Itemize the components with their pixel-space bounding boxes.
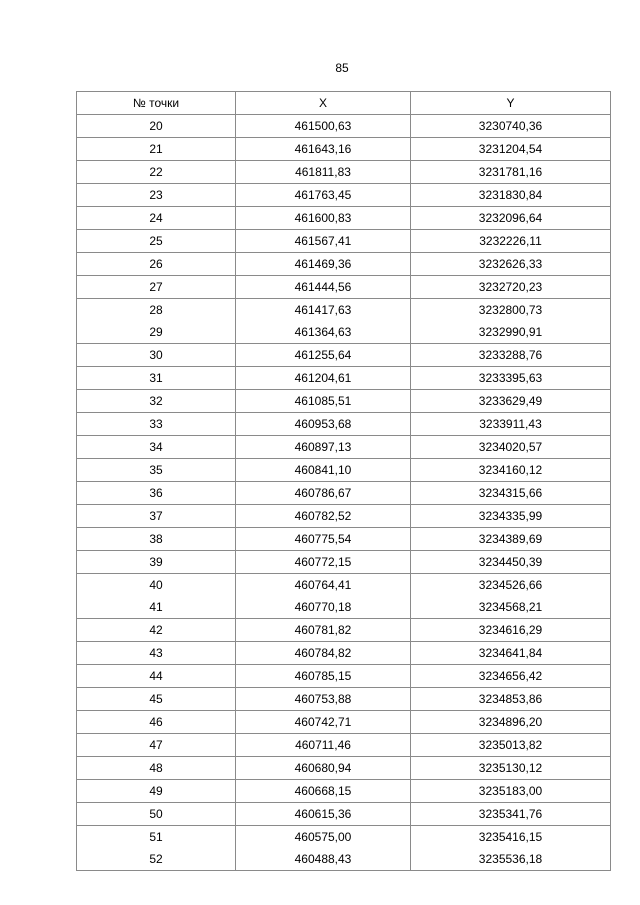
cell-point-number: 31 <box>77 367 236 390</box>
cell-y: 3234568,21 <box>411 596 611 619</box>
cell-y: 3231204,54 <box>411 138 611 161</box>
cell-x: 460742,71 <box>236 711 411 734</box>
cell-x: 461364,63 <box>236 321 411 344</box>
cell-x: 461444,56 <box>236 276 411 299</box>
cell-x: 461085,51 <box>236 390 411 413</box>
cell-y: 3234315,66 <box>411 482 611 505</box>
cell-x: 460841,10 <box>236 459 411 482</box>
table-row <box>77 574 611 597</box>
cell-point-number: 49 <box>77 780 236 803</box>
cell-point-number: 41 <box>77 596 236 619</box>
cell-y: 3232720,23 <box>411 276 611 299</box>
table-row <box>77 757 611 780</box>
cell-y: 3233911,43 <box>411 413 611 436</box>
table-row <box>77 848 611 871</box>
cell-x: 460775,54 <box>236 528 411 551</box>
cell-point-number: 48 <box>77 757 236 780</box>
cell-x: 460488,43 <box>236 848 411 871</box>
cell-x: 461500,63 <box>236 115 411 138</box>
cell-y: 3232800,73 <box>411 299 611 322</box>
cell-point-number: 29 <box>77 321 236 344</box>
table-row <box>77 299 611 322</box>
cell-x: 460786,67 <box>236 482 411 505</box>
cell-x: 460785,15 <box>236 665 411 688</box>
cell-point-number: 36 <box>77 482 236 505</box>
cell-y: 3235130,12 <box>411 757 611 780</box>
table-row <box>77 321 611 344</box>
table-row <box>77 711 611 734</box>
cell-y: 3234853,86 <box>411 688 611 711</box>
cell-x: 461567,41 <box>236 230 411 253</box>
cell-point-number: 46 <box>77 711 236 734</box>
cell-x: 461600,83 <box>236 207 411 230</box>
table-row <box>77 551 611 574</box>
cell-x: 460784,82 <box>236 642 411 665</box>
cell-point-number: 27 <box>77 276 236 299</box>
cell-y: 3234450,39 <box>411 551 611 574</box>
table-row <box>77 253 611 276</box>
cell-y: 3232990,91 <box>411 321 611 344</box>
cell-x: 461204,61 <box>236 367 411 390</box>
table-row <box>77 138 611 161</box>
cell-x: 461255,64 <box>236 344 411 367</box>
table-row <box>77 734 611 757</box>
table-row <box>77 505 611 528</box>
table-row <box>77 688 611 711</box>
cell-y: 3234160,12 <box>411 459 611 482</box>
cell-x: 460781,82 <box>236 619 411 642</box>
cell-y: 3231830,84 <box>411 184 611 207</box>
cell-y: 3235183,00 <box>411 780 611 803</box>
page-number: 85 <box>335 61 349 75</box>
cell-y: 3234020,57 <box>411 436 611 459</box>
table-row <box>77 459 611 482</box>
cell-point-number: 26 <box>77 253 236 276</box>
cell-point-number: 28 <box>77 299 236 322</box>
cell-point-number: 43 <box>77 642 236 665</box>
cell-point-number: 42 <box>77 619 236 642</box>
table-row <box>77 115 611 138</box>
cell-x: 460575,00 <box>236 826 411 849</box>
cell-point-number: 44 <box>77 665 236 688</box>
cell-y: 3234389,69 <box>411 528 611 551</box>
table-row <box>77 207 611 230</box>
cell-point-number: 32 <box>77 390 236 413</box>
table-row <box>77 826 611 849</box>
table-row <box>77 619 611 642</box>
cell-point-number: 21 <box>77 138 236 161</box>
table-row <box>77 161 611 184</box>
cell-y: 3234896,20 <box>411 711 611 734</box>
cell-x: 461417,63 <box>236 299 411 322</box>
cell-x: 461469,36 <box>236 253 411 276</box>
cell-y: 3233288,76 <box>411 344 611 367</box>
cell-point-number: 25 <box>77 230 236 253</box>
cell-point-number: 50 <box>77 803 236 826</box>
table-row <box>77 482 611 505</box>
cell-x: 460953,68 <box>236 413 411 436</box>
cell-y: 3233629,49 <box>411 390 611 413</box>
cell-x: 460753,88 <box>236 688 411 711</box>
cell-point-number: 39 <box>77 551 236 574</box>
cell-point-number: 33 <box>77 413 236 436</box>
cell-y: 3234641,84 <box>411 642 611 665</box>
table-row <box>77 596 611 619</box>
cell-point-number: 40 <box>77 574 236 597</box>
cell-point-number: 52 <box>77 848 236 871</box>
cell-y: 3231781,16 <box>411 161 611 184</box>
cell-y: 3235536,18 <box>411 848 611 871</box>
cell-x: 460770,18 <box>236 596 411 619</box>
cell-x: 461643,16 <box>236 138 411 161</box>
table-row <box>77 665 611 688</box>
cell-y: 3235013,82 <box>411 734 611 757</box>
table-row <box>77 367 611 390</box>
coordinates-table <box>76 91 611 871</box>
cell-point-number: 37 <box>77 505 236 528</box>
table-row <box>77 803 611 826</box>
table-row <box>77 276 611 299</box>
table-row <box>77 344 611 367</box>
cell-x: 460764,41 <box>236 574 411 597</box>
cell-x: 460711,46 <box>236 734 411 757</box>
cell-x: 461763,45 <box>236 184 411 207</box>
cell-point-number: 51 <box>77 826 236 849</box>
cell-x: 460772,15 <box>236 551 411 574</box>
cell-y: 3232096,64 <box>411 207 611 230</box>
cell-point-number: 35 <box>77 459 236 482</box>
cell-y: 3230740,36 <box>411 115 611 138</box>
table-row <box>77 528 611 551</box>
cell-x: 460615,36 <box>236 803 411 826</box>
cell-y: 3232226,11 <box>411 230 611 253</box>
header-point-number: № точки <box>77 92 236 115</box>
table-row <box>77 413 611 436</box>
cell-x: 461811,83 <box>236 161 411 184</box>
table-row <box>77 390 611 413</box>
cell-point-number: 24 <box>77 207 236 230</box>
cell-y: 3234656,42 <box>411 665 611 688</box>
header-y: Y <box>411 92 611 115</box>
cell-y: 3233395,63 <box>411 367 611 390</box>
table-row <box>77 642 611 665</box>
cell-y: 3235416,15 <box>411 826 611 849</box>
table-body <box>77 115 611 871</box>
cell-point-number: 30 <box>77 344 236 367</box>
cell-point-number: 23 <box>77 184 236 207</box>
cell-point-number: 47 <box>77 734 236 757</box>
cell-y: 3234616,29 <box>411 619 611 642</box>
table-row <box>77 436 611 459</box>
table-row <box>77 184 611 207</box>
cell-y: 3235341,76 <box>411 803 611 826</box>
table-row <box>77 780 611 803</box>
cell-point-number: 45 <box>77 688 236 711</box>
cell-x: 460782,52 <box>236 505 411 528</box>
cell-x: 460897,13 <box>236 436 411 459</box>
cell-x: 460668,15 <box>236 780 411 803</box>
cell-y: 3232626,33 <box>411 253 611 276</box>
cell-point-number: 20 <box>77 115 236 138</box>
cell-y: 3234335,99 <box>411 505 611 528</box>
cell-x: 460680,94 <box>236 757 411 780</box>
cell-point-number: 34 <box>77 436 236 459</box>
cell-point-number: 38 <box>77 528 236 551</box>
header-x: X <box>236 92 411 115</box>
cell-point-number: 22 <box>77 161 236 184</box>
table-row <box>77 230 611 253</box>
header-row <box>77 92 611 115</box>
table-header <box>77 92 611 115</box>
cell-y: 3234526,66 <box>411 574 611 597</box>
